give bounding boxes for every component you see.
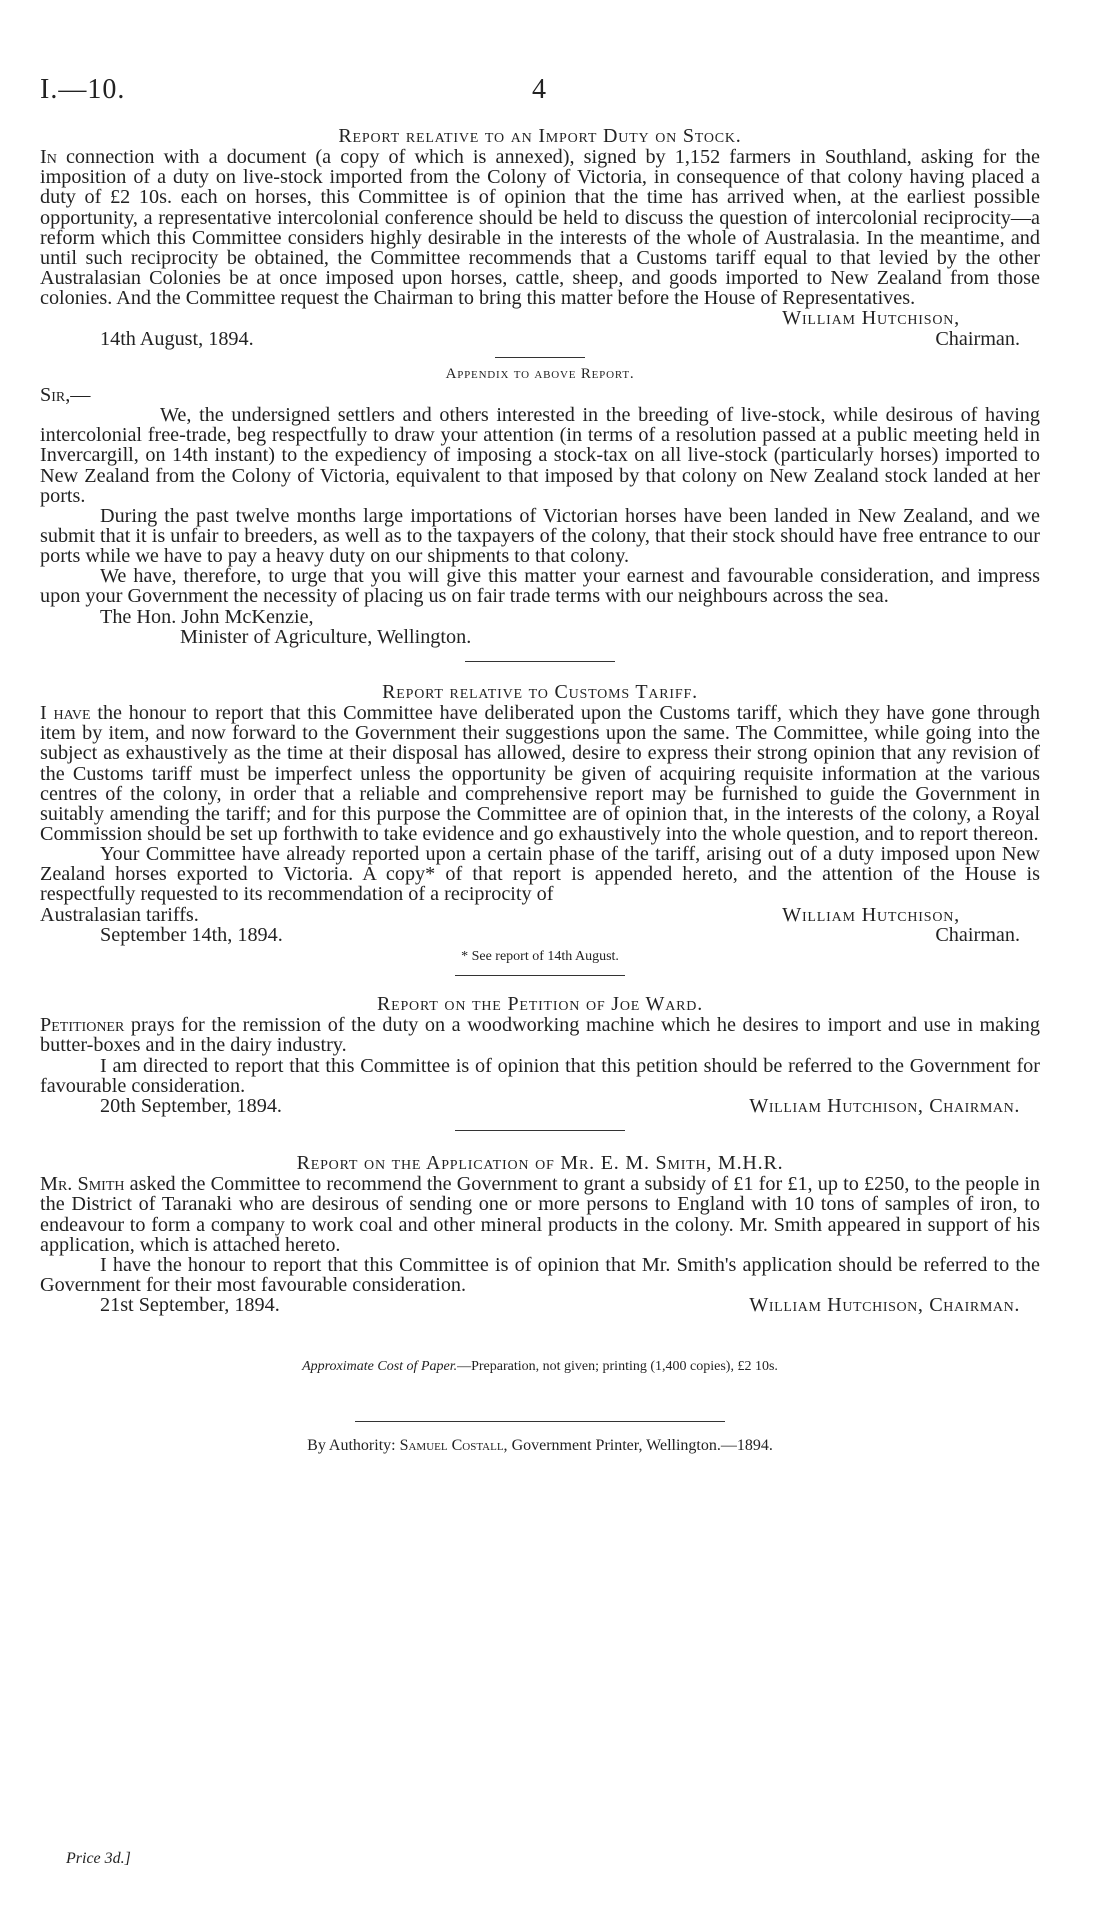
lead-word: I have — [40, 702, 91, 725]
document-reference: I.—10. — [40, 74, 126, 105]
price: Price 3d.] — [66, 1850, 131, 1867]
section-title: Report on the Petition of Joe Ward. — [376, 993, 703, 1016]
smith-application-report — [40, 1153, 1040, 1315]
report-date: 20th September, 1894. — [100, 1094, 282, 1117]
divider — [455, 975, 625, 976]
lead-word: Mr. Smith — [40, 1173, 125, 1196]
lead-word: In — [40, 146, 57, 169]
divider — [465, 661, 615, 662]
signature-line — [40, 925, 1040, 945]
printer-details: Government Printer, Wellington.—1894. — [511, 1437, 773, 1455]
paragraph: I am directed to report that this Committee is of opinion that this petition should be referred to the Government for favourable consideration. — [40, 1054, 1040, 1097]
paragraph — [40, 703, 1040, 844]
page-number: 4 — [532, 74, 546, 105]
joe-ward-petition-report — [40, 994, 1040, 1116]
signer-name: William Hutchison, Chairman. — [749, 1294, 1020, 1317]
cost-note — [40, 1357, 1040, 1377]
paragraph — [40, 1174, 1040, 1255]
addressee-title: Minister of Agriculture, Wellington. — [180, 625, 472, 648]
divider — [355, 1421, 725, 1422]
section-title: Report relative to an Import Duty on Stock. — [338, 125, 742, 147]
signature-line — [40, 1295, 1040, 1315]
report-date: 14th August, 1894. — [100, 327, 254, 350]
divider — [495, 357, 585, 358]
signer-name: William Hutchison, — [782, 307, 960, 330]
paragraph: Your Committee have already reported upon a certain phase of the tariff, arising out of a duty imposed upon New Zealand horses exported to Victoria. A copy* of that report is appended hereto, and the attention of the House is respectfully requested to its recommendation of a reciprocity of — [40, 843, 1040, 906]
signer-name: William Hutchison, Chairman. — [749, 1094, 1020, 1117]
paragraph: During the past twelve months large importations of Victorian horses have been landed in New Zealand, and we submit that it is unfair to breeders, as well as to the taxpayers of the colony, that their stock should have free entrance to our ports while we have to pay a heavy duty on our shipments to that colony. — [40, 504, 1040, 568]
signer-role: Chairman. — [935, 327, 1020, 350]
report-date: 21st September, 1894. — [100, 1294, 280, 1317]
paragraph-end: Australasian tariffs. — [40, 903, 199, 926]
signature-line — [40, 905, 1040, 925]
printer-name: Samuel Costall, — [399, 1437, 508, 1455]
signature-line — [40, 1096, 1040, 1116]
divider — [455, 1130, 625, 1131]
paragraph-text: the honour to report that this Committee have deliberated upon the Customs tariff, which they have gone through item by item, and now forward to the Government their suggestions upon the same. The Committee, while going into the subject as exhaustively as the time at their disposal has allowed, desire to express their strong opinion that any revision of the Customs tariff must be imperfect unless the opportunity be given of acquiring requisite information at the various centres of the colony, in order that a reliable and comprehensive report may be furnished to guide the Government in suitably amending the tariff; and for this purpose the Committee are of opinion that, in the interests of the colony, a Royal Commission should be set up forthwith to take evidence and go exhaustively into the whole question, and to report thereon. — [40, 702, 1040, 845]
printer-imprint — [40, 1436, 1040, 1456]
paragraph: I have the honour to report that this Committee is of opinion that Mr. Smith's application should be referred to the Government for their most favourable consideration. — [40, 1253, 1040, 1296]
paragraph-text: connection with a document (a copy of which is annexed), signed by 1,152 farmers in Southland, asking for the imposition of a duty on live-stock imported from the Colony of Victoria, in consequence of that colony having placed a duty of £2 10s. each on horses, this Committee is of opinion that the time has arrived when, at the earliest possible opportunity, a representative intercolonial conference should be held to discuss the question of intercolonial reciprocity—a reform which this Committee considers highly desirable in the interests of the whole of Australasia. In the meantime, and until such reciprocity be obtained, the Committee recommends that a Customs tariff equal to that levied by the other Australasian Colonies be at once imposed upon horses, cattle, sheep, and goods imported to New Zealand from those colonies. And the Committee request the Chairman to bring this matter before the House of Representatives. — [40, 146, 1040, 310]
customs-tariff-report — [40, 682, 1040, 967]
paragraph — [40, 1015, 1040, 1055]
salutation: Sir,— — [40, 383, 91, 406]
paragraph-text: asked the Committee to recommend the Government to grant a subsidy of £1 for £1, up to £250, to the people in the District of Taranaki who are desirous of sending one or more persons to England with 10 tons of samples of iron, to endeavour to form a company to work coal and other mineral products in the colony. Mr. Smith appeared in support of his application, which is attached hereto. — [40, 1173, 1040, 1256]
signer-role: Chairman. — [935, 923, 1020, 946]
paragraph: We, the undersigned settlers and others interested in the breeding of live-stock, while desirous of having intercolonial free-trade, beg respectfully to draw your attention (in terms of a resolution passed at a public meeting held in Invercargill, on 14th instant) to the expediency of imposing a stock-tax on all live-stock (particularly horses) imported to New Zealand from the Colony of Victoria, equivalent to that imposed by that colony on New Zealand stock landed at her ports. — [40, 404, 1040, 507]
signature — [40, 308, 1040, 328]
signer-name: William Hutchison, — [782, 903, 960, 926]
paragraph: We have, therefore, to urge that you will give this matter your earnest and favourable consideration, and impress upon your Government the necessity of placing us on fair trade terms with our neighbours across the sea. — [40, 565, 1040, 608]
stock-duty-report — [40, 126, 1040, 349]
appendix — [40, 364, 1040, 647]
lead-word: Petitioner — [40, 1014, 125, 1037]
section-title: Report relative to Customs Tariff. — [382, 680, 698, 703]
footnote: * See report of 14th August. — [461, 948, 619, 964]
page-content — [40, 126, 1040, 1457]
cost-label: Approximate Cost of Paper. — [302, 1359, 458, 1375]
paragraph-text: prays for the remission of the duty on a woodworking machine which he desires to import and use in making butter-boxes and in the dairy industry. — [40, 1014, 1040, 1057]
paragraph — [40, 147, 1040, 308]
page-header — [40, 74, 1040, 114]
signature-line — [40, 329, 1040, 349]
authority-label: By Authority: — [307, 1437, 396, 1455]
addressee: The Hon. John McKenzie, — [100, 605, 314, 628]
cost-text: —Preparation, not given; printing (1,400 copies), £2 10s. — [457, 1359, 778, 1375]
section-title: Appendix to above Report. — [445, 365, 635, 382]
section-title: Report on the Application of Mr. E. M. Smith, M.H.R. — [296, 1152, 784, 1175]
report-date: September 14th, 1894. — [100, 923, 283, 946]
